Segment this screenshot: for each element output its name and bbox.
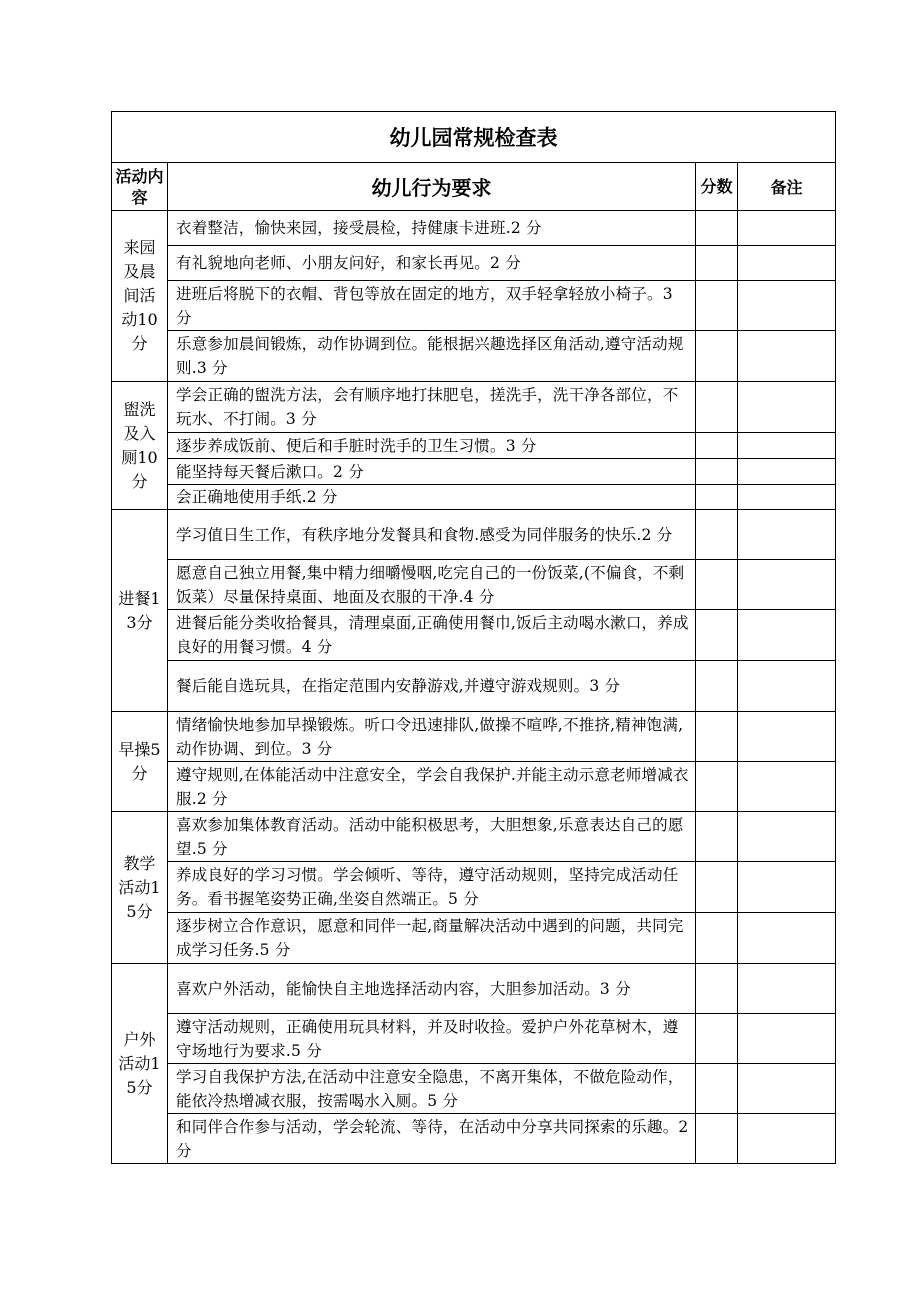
section-category: 来园及晨间活动10分 [112, 211, 168, 382]
requirement-cell: 有礼貌地向老师、小朋友问好，和家长再见。2 分 [168, 246, 696, 281]
score-cell[interactable] [696, 459, 738, 485]
score-cell[interactable] [696, 762, 738, 812]
score-cell[interactable] [696, 485, 738, 510]
score-cell[interactable] [696, 560, 738, 610]
score-cell[interactable] [696, 1114, 738, 1164]
score-cell[interactable] [696, 211, 738, 246]
note-cell[interactable] [738, 331, 836, 382]
requirement-cell: 喜欢参加集体教育活动。活动中能积极思考，大胆想象,乐意表达自己的愿望.5 分 [168, 812, 696, 862]
note-cell[interactable] [738, 964, 836, 1014]
note-cell[interactable] [738, 459, 836, 485]
table-row [112, 433, 836, 459]
table-row [112, 331, 836, 382]
score-cell[interactable] [696, 964, 738, 1014]
score-cell[interactable] [696, 510, 738, 560]
header-category: 活动内容 [112, 163, 168, 211]
table-row [112, 246, 836, 281]
requirement-cell: 和同伴合作参与活动，学会轮流、等待，在活动中分享共同探索的乐趣。2 分 [168, 1114, 696, 1164]
checklist-sheet [111, 111, 835, 1164]
note-cell[interactable] [738, 211, 836, 246]
score-cell[interactable] [696, 382, 738, 433]
note-cell[interactable] [738, 762, 836, 812]
table-row [112, 1014, 836, 1064]
requirement-cell: 乐意参加晨间锻炼，动作协调到位。能根据兴趣选择区角活动,遵守活动规则.3 分 [168, 331, 696, 382]
score-cell[interactable] [696, 712, 738, 762]
requirement-cell: 养成良好的学习习惯。学会倾听、等待，遵守活动规则，坚持完成活动任务。看书握笔姿势正确,坐姿自然端正。5 分 [168, 862, 696, 913]
requirement-cell: 衣着整洁，愉快来园，接受晨检，持健康卡进班.2 分 [168, 211, 696, 246]
section-category: 早操5分 [112, 712, 168, 812]
score-cell[interactable] [696, 246, 738, 281]
note-cell[interactable] [738, 1064, 836, 1114]
requirement-cell: 学习自我保护方法,在活动中注意安全隐患，不离开集体，不做危险动作，能依冷热增减衣服，按需喝水入厕。5 分 [168, 1064, 696, 1114]
table-row [112, 560, 836, 610]
requirement-cell: 能坚持每天餐后漱口。2 分 [168, 459, 696, 485]
note-cell[interactable] [738, 610, 836, 661]
requirement-cell: 遵守活动规则，正确使用玩具材料，并及时收捡。爱护户外花草树木，遵守场地行为要求.5 分 [168, 1014, 696, 1064]
section-category: 教学活动15分 [112, 812, 168, 964]
table-row [112, 812, 836, 862]
note-cell[interactable] [738, 1014, 836, 1064]
score-cell[interactable] [696, 610, 738, 661]
score-cell[interactable] [696, 661, 738, 712]
score-cell[interactable] [696, 913, 738, 964]
requirement-cell: 遵守规则,在体能活动中注意安全，学会自我保护.并能主动示意老师增减衣服.2 分 [168, 762, 696, 812]
table-row [112, 964, 836, 1014]
note-cell[interactable] [738, 281, 836, 331]
table-row [112, 1114, 836, 1164]
requirement-cell: 进班后将脱下的衣帽、背包等放在固定的地方，双手轻拿轻放小椅子。3 分 [168, 281, 696, 331]
score-cell[interactable] [696, 331, 738, 382]
section-category: 进餐13分 [112, 510, 168, 712]
score-cell[interactable] [696, 433, 738, 459]
requirement-cell: 学会正确的盥洗方法，会有顺序地打抹肥皂，搓洗手，洗干净各部位，不玩水、不打闹。3 分 [168, 382, 696, 433]
table-row [112, 1064, 836, 1114]
header-note: 备注 [738, 163, 836, 211]
table-row [112, 762, 836, 812]
score-cell[interactable] [696, 862, 738, 913]
section-category: 盥洗及入厕10分 [112, 382, 168, 510]
checklist-table [111, 111, 836, 1164]
score-cell[interactable] [696, 1064, 738, 1114]
requirement-cell: 学习值日生工作，有秩序地分发餐具和食物.感受为同伴服务的快乐.2 分 [168, 510, 696, 560]
table-row [112, 712, 836, 762]
note-cell[interactable] [738, 485, 836, 510]
score-cell[interactable] [696, 281, 738, 331]
requirement-cell: 情绪愉快地参加早操锻炼。听口令迅速排队,做操不喧哗,不推挤,精神饱满,动作协调、到位。3 分 [168, 712, 696, 762]
table-row [112, 382, 836, 433]
requirement-cell: 愿意自己独立用餐,集中精力细嚼慢咽,吃完自己的一份饭菜,(不偏食，不剩饭菜）尽量保持桌面、地面及衣服的干净.4 分 [168, 560, 696, 610]
table-row [112, 510, 836, 560]
header-score: 分数 [696, 163, 738, 211]
note-cell[interactable] [738, 1114, 836, 1164]
requirement-cell: 逐步树立合作意识，愿意和同伴一起,商量解决活动中遇到的问题，共同完成学习任务.5 分 [168, 913, 696, 964]
table-title: 幼儿园常规检查表 [112, 112, 836, 163]
requirement-cell: 会正确地使用手纸.2 分 [168, 485, 696, 510]
requirement-cell: 喜欢户外活动，能愉快自主地选择活动内容，大胆参加活动。3 分 [168, 964, 696, 1014]
header-requirement: 幼儿行为要求 [168, 163, 696, 211]
table-row [112, 211, 836, 246]
table-row [112, 281, 836, 331]
requirement-cell: 进餐后能分类收拾餐具，清理桌面,正确使用餐巾,饭后主动喝水漱口，养成良好的用餐习惯。4 分 [168, 610, 696, 661]
table-row [112, 862, 836, 913]
note-cell[interactable] [738, 661, 836, 712]
table-row [112, 610, 836, 661]
table-row [112, 485, 836, 510]
note-cell[interactable] [738, 510, 836, 560]
section-category: 户外活动15分 [112, 964, 168, 1164]
table-row [112, 459, 836, 485]
table-row [112, 913, 836, 964]
requirement-cell: 逐步养成饭前、便后和手脏时洗手的卫生习惯。3 分 [168, 433, 696, 459]
note-cell[interactable] [738, 913, 836, 964]
requirement-cell: 餐后能自选玩具，在指定范围内安静游戏,并遵守游戏规则。3 分 [168, 661, 696, 712]
note-cell[interactable] [738, 433, 836, 459]
note-cell[interactable] [738, 246, 836, 281]
note-cell[interactable] [738, 382, 836, 433]
note-cell[interactable] [738, 712, 836, 762]
score-cell[interactable] [696, 1014, 738, 1064]
score-cell[interactable] [696, 812, 738, 862]
note-cell[interactable] [738, 812, 836, 862]
table-row [112, 661, 836, 712]
note-cell[interactable] [738, 560, 836, 610]
note-cell[interactable] [738, 862, 836, 913]
